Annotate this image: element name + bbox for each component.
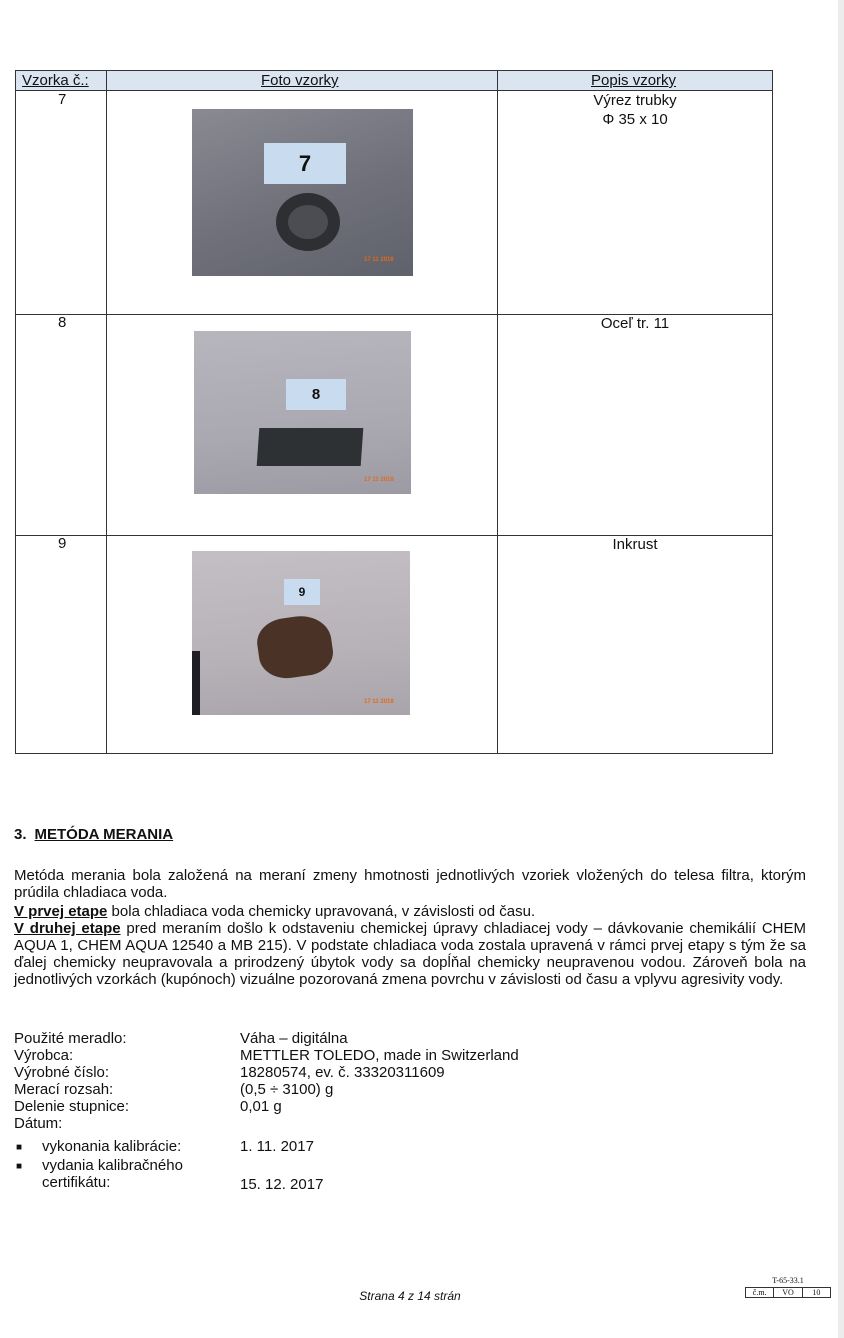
date-stamp: 17 11 2018: [364, 477, 394, 483]
spec-label: Delenie stupnice:: [14, 1098, 130, 1115]
description-line: Oceľ tr. 11: [600, 315, 670, 332]
spec-label: certifikátu:: [42, 1174, 111, 1191]
description-line: Výrez trubky: [593, 92, 677, 109]
spec-value: 1. 11. 2017: [240, 1138, 314, 1155]
bullet-icon: ■: [16, 1161, 23, 1172]
stage1-paragraph: [14, 903, 806, 920]
stage1-text: bola chladiaca voda chemicky upravovaná, v závislosti od času.: [107, 903, 536, 920]
page-number: Strana 4 z 14 strán: [359, 1289, 461, 1303]
description-line: Inkrust: [612, 536, 658, 553]
form-cell: č.m.: [746, 1288, 774, 1297]
date-stamp: 17 11 2018: [364, 699, 394, 705]
scale-deposit: [254, 612, 336, 682]
spec-value: 0,01 g: [240, 1098, 282, 1115]
stage1-label: V prvej etape: [14, 903, 108, 920]
bullet-icon: ■: [16, 1142, 23, 1153]
method-paragraph: Metóda merania bola založená na meraní zmeny hmotnosti jednotlivých vzoriek vložených do telesa filtra, ktorým prúdila chladiaca voda.: [14, 867, 806, 901]
sample-number: 9: [58, 535, 67, 552]
section-title: METÓDA MERANIA: [34, 826, 174, 843]
spec-value: METTLER TOLEDO, made in Switzerland: [240, 1047, 519, 1064]
spec-value: (0,5 ÷ 3100) g: [240, 1081, 334, 1098]
sample-tag: 8: [286, 379, 346, 410]
sample-tag: 9: [284, 579, 320, 605]
sample-description: [498, 91, 772, 129]
spec-value: Váha – digitálna: [240, 1030, 348, 1047]
stage2-text: pred meraním došlo k odstaveniu chemickej úpravy chladiacej vody – dávkovanie chemikálií CHEM AQUA 1, CHEM AQUA 12540 a MB 215). V podstate chladiaca voda zostala upravená v rámci prvej etapy s tým že sa ďalej chemicky neupravovala a prirodzený úbytok vody sa dopĺňal chemicky neupravenou vodou. Zároveň bola na jednotlivých vzorkách (kupónoch) vizuálne pozorovaná zmena povrchu v závislosti od času a vplyvu agresivity vody.: [14, 920, 807, 988]
spec-label: vydania kalibračného: [42, 1157, 183, 1174]
sample-number: 8: [58, 314, 67, 331]
stage2-paragraph: [14, 920, 806, 988]
sample-photo: [192, 109, 413, 276]
sample-description: [498, 314, 772, 333]
section-number: 3.: [14, 826, 27, 843]
spec-label: Použité meradlo:: [14, 1030, 127, 1047]
description-line: Φ 35 x 10: [602, 111, 668, 128]
column-divider: [106, 71, 107, 753]
header-photo: Foto vzorky: [261, 72, 339, 89]
sample-photo: [194, 331, 411, 494]
date-stamp: 17 11 2018: [364, 257, 394, 263]
steel-plate: [257, 428, 364, 466]
sample-photo: [192, 551, 410, 715]
spec-label: Výrobné číslo:: [14, 1064, 110, 1081]
pipe-ring: [276, 193, 340, 251]
spec-value: 18280574, ev. č. 33320311609: [240, 1064, 445, 1081]
samples-table: [15, 70, 773, 754]
spec-label: Dátum:: [14, 1115, 63, 1132]
sample-tag: 7: [264, 143, 346, 184]
form-cell: VO: [774, 1288, 802, 1297]
header-description: Popis vzorky: [591, 72, 677, 89]
spec-label: Merací rozsah:: [14, 1081, 114, 1098]
header-sample-number: Vzorka č.:: [22, 72, 89, 89]
form-cell: 10: [812, 1288, 821, 1297]
sample-description: [498, 535, 772, 554]
section-heading: [14, 826, 173, 843]
spec-value: 15. 12. 2017: [240, 1176, 324, 1193]
form-box: [745, 1287, 831, 1298]
spec-label: Výrobca:: [14, 1047, 74, 1064]
edge-shadow: [192, 651, 200, 715]
table-header: [16, 71, 772, 91]
sample-number: 7: [58, 91, 67, 108]
form-code: T-65-33.1: [772, 1276, 804, 1285]
page-edge: [838, 0, 844, 1338]
spec-label: vykonania kalibrácie:: [42, 1138, 182, 1155]
stage2-label: V druhej etape: [14, 920, 121, 937]
column-divider: [497, 71, 498, 753]
